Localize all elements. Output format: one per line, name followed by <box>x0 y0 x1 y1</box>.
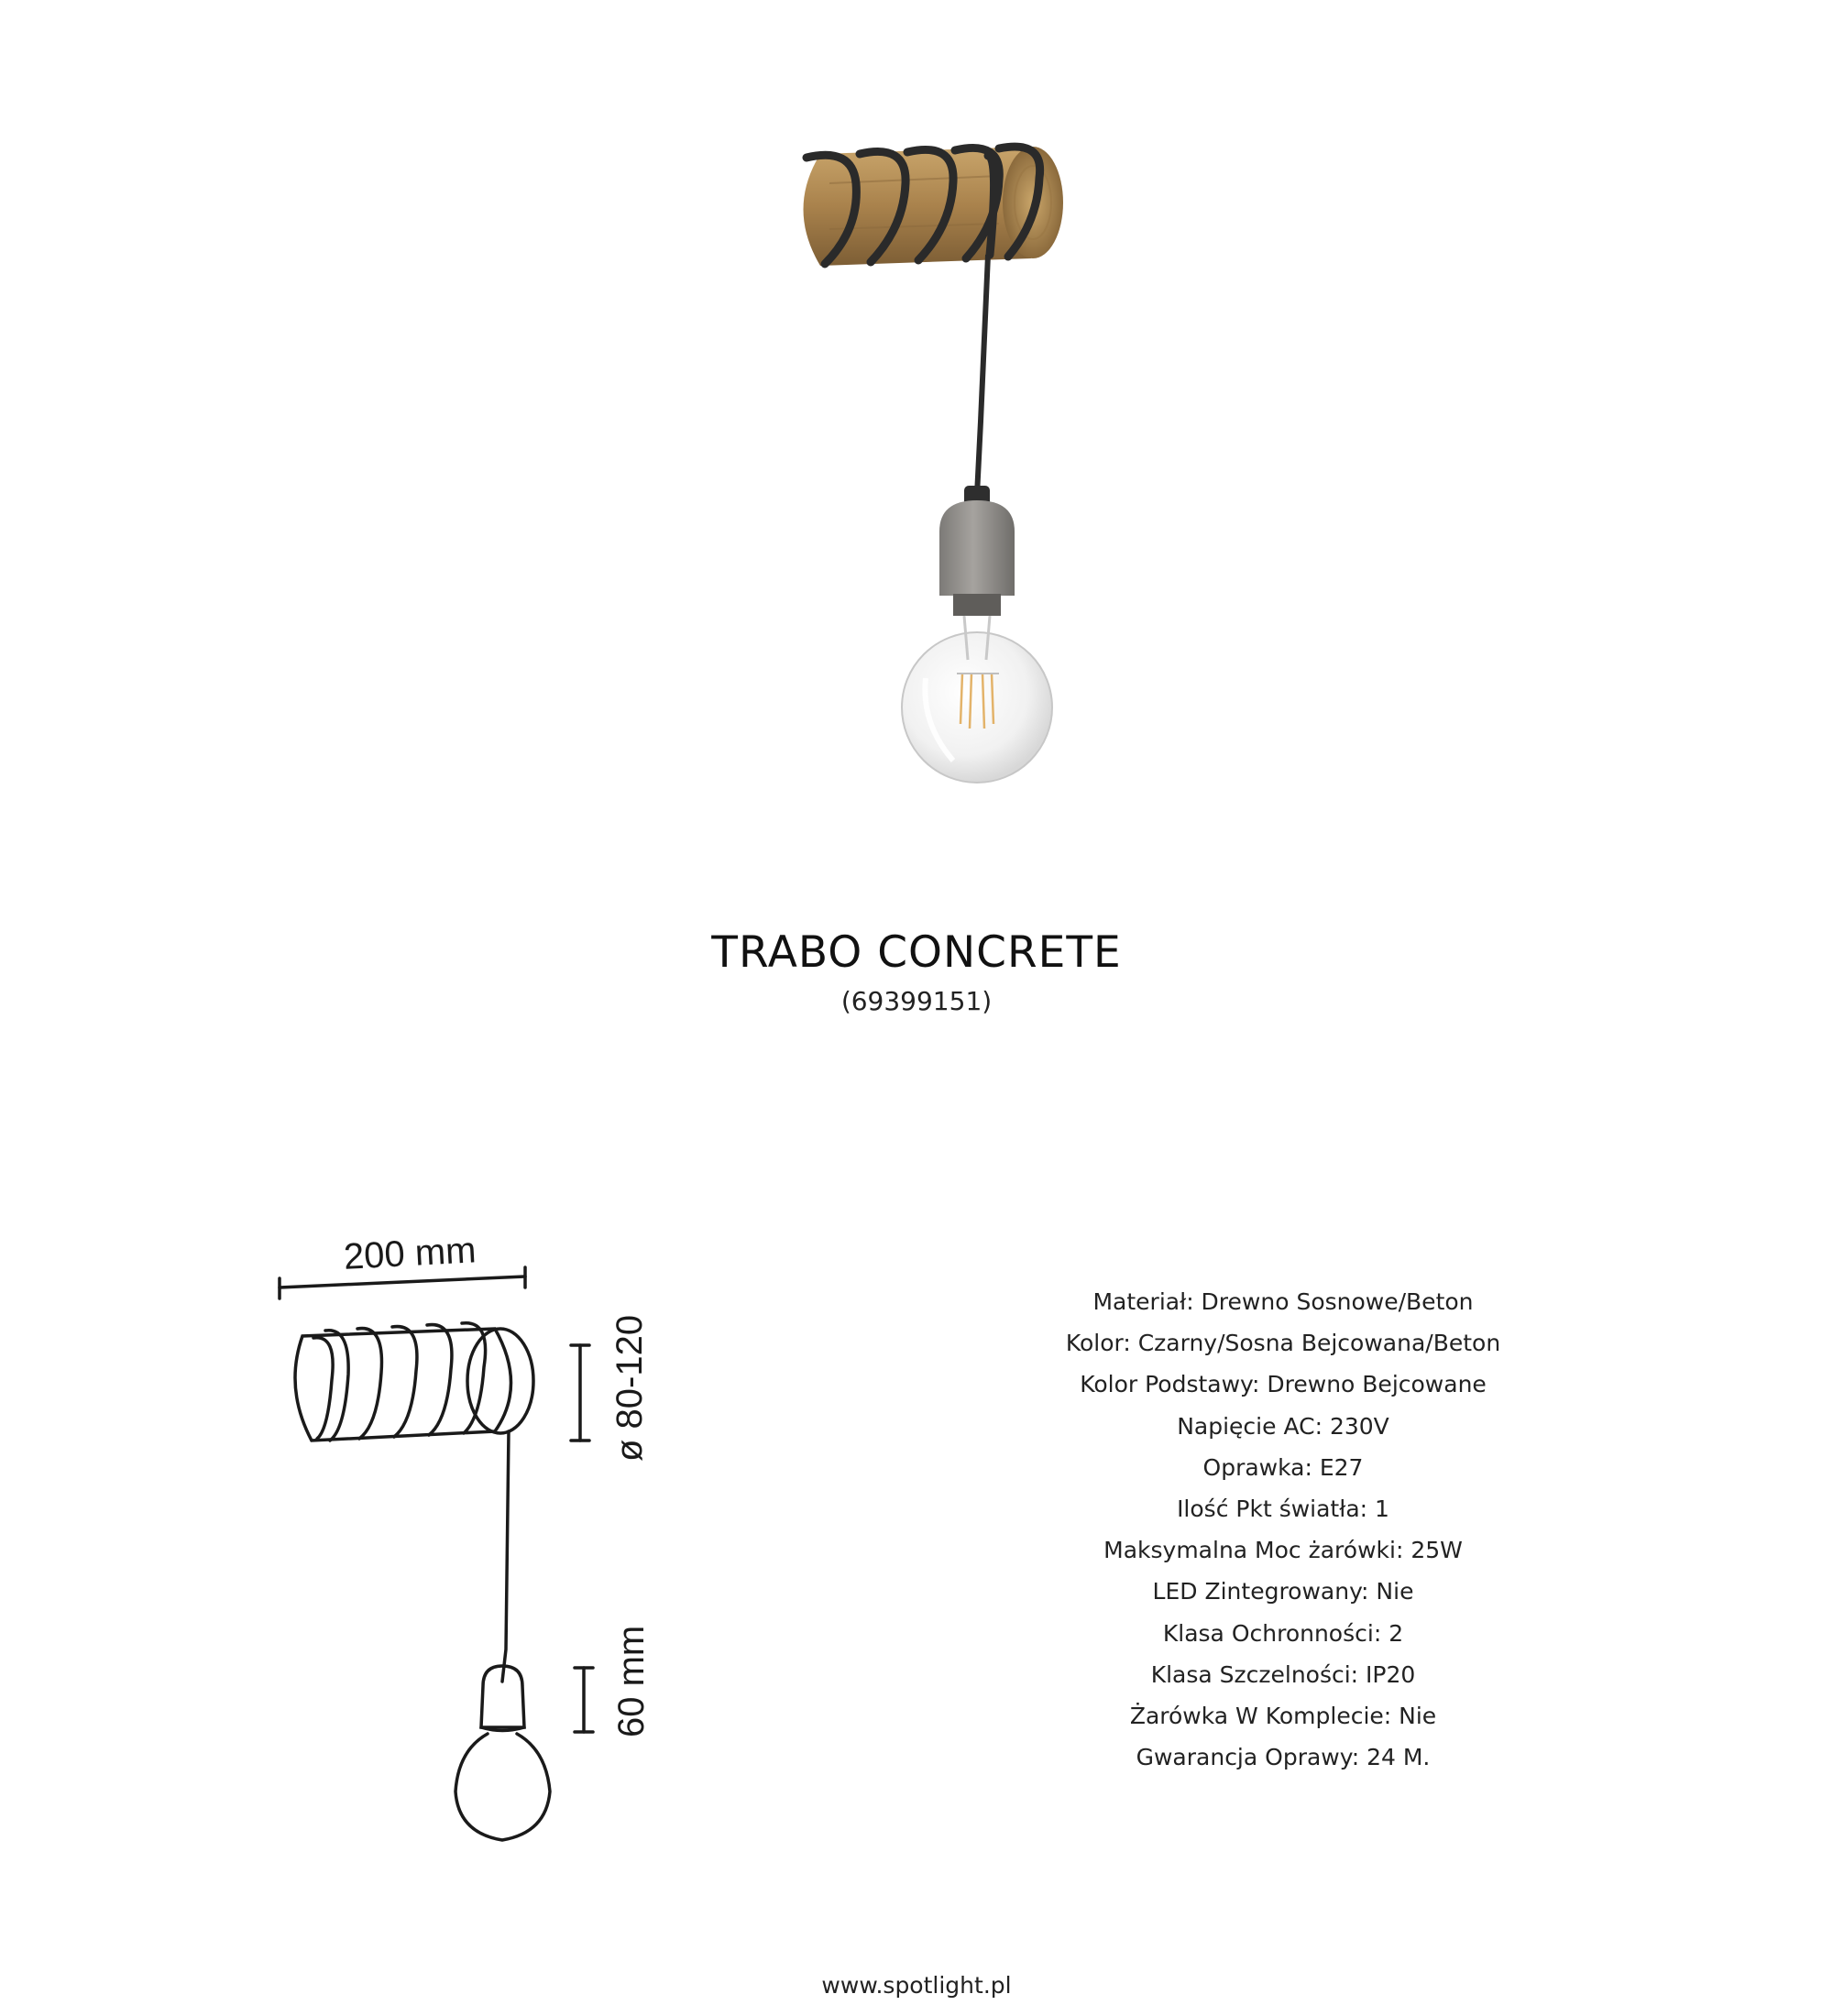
title-block <box>0 927 1833 1017</box>
product-code: (69399151) <box>840 986 993 1016</box>
spec-voltage: Napięcie AC: 230V <box>1177 1412 1389 1440</box>
spec-material: Materiał: Drewno Sosnowe/Beton <box>1092 1288 1474 1315</box>
spec-bulb-included: Żarówka W Komplecie: Nie <box>1129 1702 1437 1729</box>
light-bulb <box>902 616 1052 783</box>
log-outline <box>295 1323 533 1441</box>
width-label: 200 mm <box>342 1230 477 1277</box>
spec-led: LED Zintegrowany: Nie <box>1152 1578 1414 1605</box>
bulb-outline <box>456 1734 550 1840</box>
technical-drawing <box>0 1191 697 1851</box>
spec-max-power: Maksymalna Moc żarówki: 25W <box>1103 1537 1463 1564</box>
spec-color: Kolor: Czarny/Sosna Bejcowana/Beton <box>1065 1330 1501 1357</box>
spec-socket: Oprawka: E27 <box>1202 1453 1364 1481</box>
hanging-cable <box>977 255 988 495</box>
diameter-label: ø 80-120 <box>609 1314 650 1462</box>
specs-list <box>962 1281 1604 1778</box>
spec-base-color: Kolor Podstawy: Drewno Bejcowane <box>1080 1371 1487 1398</box>
diameter-dimension-line <box>571 1345 589 1441</box>
product-photo <box>0 0 1833 825</box>
product-title: TRABO CONCRETE <box>711 927 1122 978</box>
spec-light-points: Ilość Pkt światła: 1 <box>1177 1495 1389 1522</box>
spec-warranty: Gwarancja Oprawy: 24 M. <box>1136 1744 1431 1771</box>
holder-label: 60 mm <box>611 1625 652 1737</box>
spec-ip-rating: Klasa Szczelności: IP20 <box>1150 1660 1416 1688</box>
holder-dimension-line <box>575 1668 593 1732</box>
concrete-holder <box>939 486 1015 616</box>
drawing-cable <box>502 1431 509 1682</box>
spec-protection-class: Klasa Ochronności: 2 <box>1162 1619 1404 1647</box>
footer-url[interactable]: www.spotlight.pl <box>821 1972 1012 1999</box>
